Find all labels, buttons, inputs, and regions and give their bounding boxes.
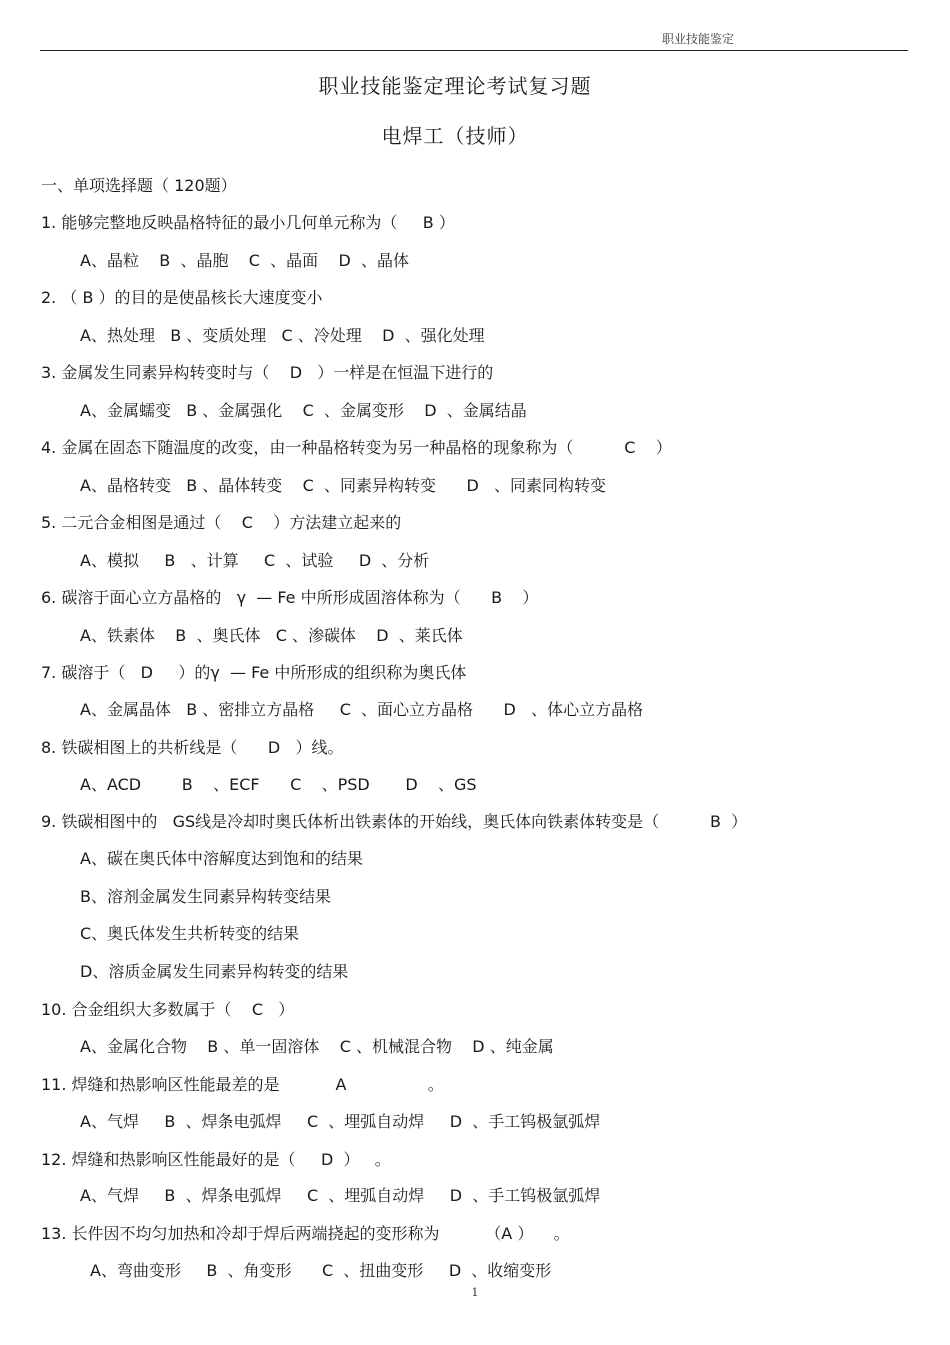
question-1-options: A、晶粒 B 、晶胞 C 、晶面 D 、晶体 [80,251,409,270]
question-11: 11. 焊缝和热影响区性能最差的是 A 。 [41,1075,444,1094]
question-2-options: A、热处理 B 、变质处理 C 、冷处理 D 、强化处理 [80,326,485,345]
question-2: 2. （ B ）的目的是使晶核长大速度变小 [41,288,323,307]
question-13: 13. 长件因不均匀加热和冷却于焊后两端挠起的变形称为 （A ） 。 [41,1224,570,1243]
question-9-option-d: D、溶质金属发生同素异构转变的结果 [80,962,349,981]
question-10-options: A、金属化合物 B 、单一固溶体 C 、机械混合物 D 、纯金属 [80,1037,554,1056]
question-4: 4. 金属在固态下随温度的改变，由一种晶格转变为另一种晶格的现象称为（ C ） [41,438,672,457]
question-6: 6. 碳溶于面心立方晶格的 γ — Fe 中所形成固溶体称为（ B ） [41,588,539,607]
question-12: 12. 焊缝和热影响区性能最好的是（ D ） 。 [41,1150,391,1169]
question-9-option-a: A、碳在奥氏体中溶解度达到饱和的结果 [80,849,363,868]
question-3-options: A、金属蠕变 B 、金属强化 C 、金属变形 D 、金属结晶 [80,401,527,420]
question-8: 8. 铁碳相图上的共析线是（ D ）线。 [41,738,344,757]
section-heading: 一、单项选择题（ 120题） [41,176,237,195]
question-7-options: A、金属晶体 B 、密排立方晶格 C 、面心立方晶格 D 、体心立方晶格 [80,700,644,719]
document-title: 职业技能鉴定理论考试复习题 [318,74,592,98]
running-header: 职业技能鉴定 [662,32,735,46]
question-5-options: A、模拟 B 、计算 C 、试验 D 、分析 [80,551,430,570]
question-10: 10. 合金组织大多数属于（ C ） [41,1000,295,1019]
question-3: 3. 金属发生同素异构转变时与（ D ）一样是在恒温下进行的 [41,363,494,382]
document-subtitle: 电焊工（技师） [381,124,529,148]
question-9-option-b: B、溶剂金属发生同素异构转变结果 [80,887,331,906]
question-9-option-c: C、奥氏体发生共析转变的结果 [80,924,300,943]
header-divider [40,50,908,51]
question-4-options: A、晶格转变 B 、晶体转变 C 、同素异构转变 D 、同素同构转变 [80,476,607,495]
question-5: 5. 二元合金相图是通过（ C ）方法建立起来的 [41,513,402,532]
question-7: 7. 碳溶于（ D ）的γ — Fe 中所形成的组织称为奥氏体 [41,663,467,682]
question-9: 9. 铁碳相图中的 GS线是冷却时奥氏体析出铁素体的开始线，奥氏体向铁素体转变是（ B ） [41,812,748,831]
page-number: 1 [471,1286,479,1299]
question-8-options: A、ACD B 、ECF C 、PSD D 、GS [80,775,477,794]
question-13-options: A、弯曲变形 B 、角变形 C 、扭曲变形 D 、收缩变形 [90,1261,552,1280]
question-12-options: A、气焊 B 、焊条电弧焊 C 、埋弧自动焊 D 、手工钨极氩弧焊 [80,1186,601,1205]
question-6-options: A、铁素体 B 、奥氏体 C 、渗碳体 D 、莱氏体 [80,626,463,645]
question-1: 1. 能够完整地反映晶格特征的最小几何单元称为（ B ） [41,213,455,232]
question-11-options: A、气焊 B 、焊条电弧焊 C 、埋弧自动焊 D 、手工钨极氩弧焊 [80,1112,601,1131]
